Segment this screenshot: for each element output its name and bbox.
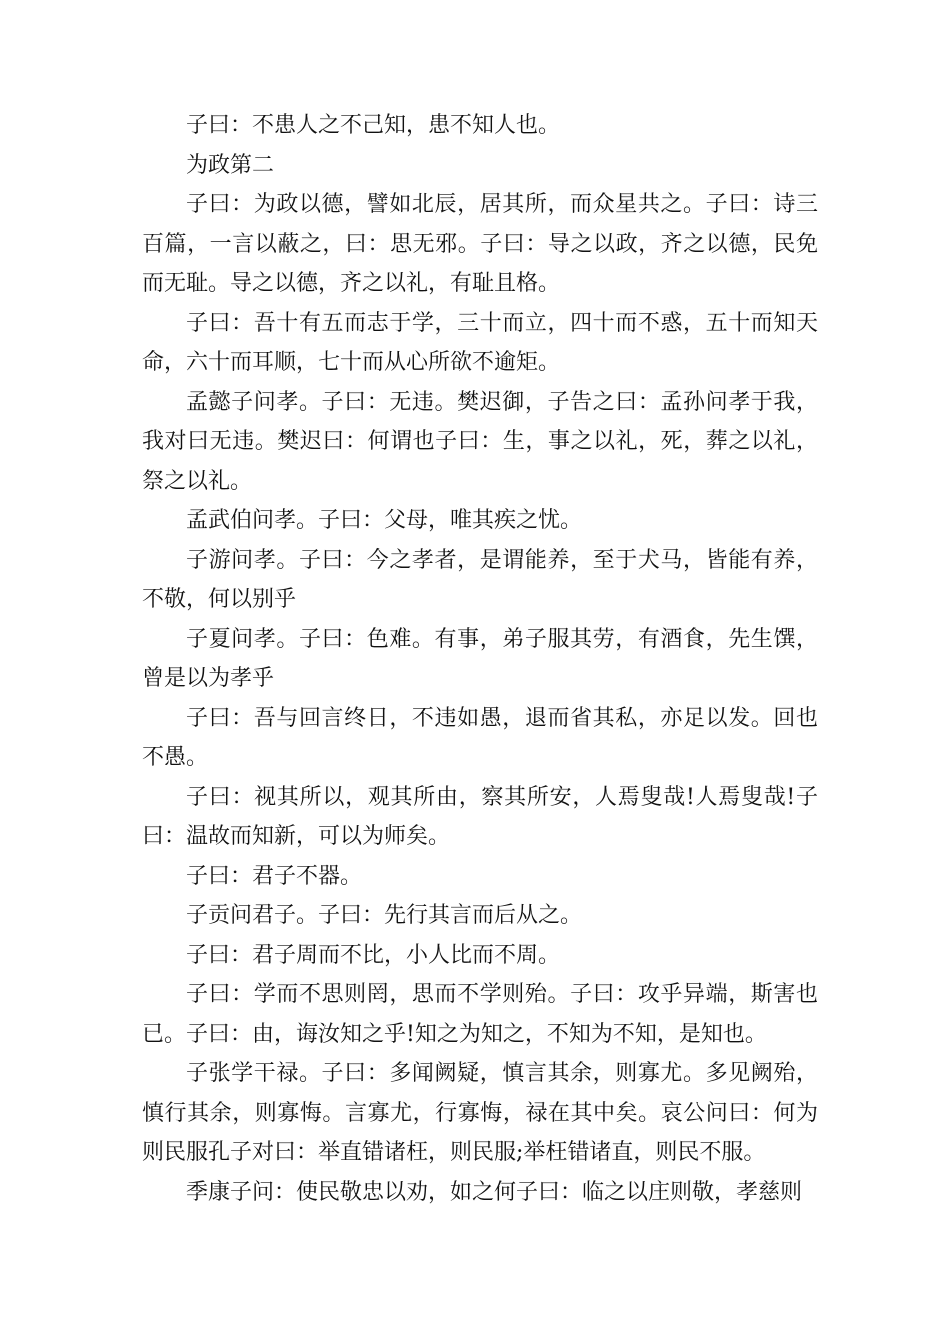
paragraph: 子曰：为政以德，譬如北辰，居其所，而众星共之。子曰：诗三百篇，一言以蔽之，曰：思无邪。子曰：导之以政，齐之以德，民免而无耻。导之以德，齐之以礼，有耻且格。 [142, 192, 818, 296]
paragraph: 子曰：吾十有五而志于学，三十而立，四十而不惑，五十而知天命，六十而耳顺，七十而从心所欲不逾矩。 [142, 310, 818, 375]
paragraph: 孟懿子问孝。子曰：无违。樊迟御，子告之曰：孟孙问孝于我，我对曰无违。樊迟曰：何谓也子曰：生，事之以礼，死，葬之以礼，祭之以礼。 [142, 389, 818, 494]
paragraph: 子曰：学而不思则罔，思而不学则殆。子曰：攻乎异端，斯害也已。子曰：由，诲汝知之乎!知之为知之，不知为不知，是知也。 [142, 982, 818, 1047]
document-page [142, 106, 818, 1212]
paragraph: 季康子问：使民敬忠以劝，如之何子曰：临之以庄则敬，孝慈则 [186, 1179, 803, 1205]
paragraph: 子曰：君子周而不比，小人比而不周。 [186, 942, 561, 968]
paragraph: 子曰：视其所以，观其所由，察其所安，人焉叟哉!人焉叟哉!子曰：温故而知新，可以为师矣。 [142, 784, 818, 849]
paragraph: 孟武伯问孝。子曰：父母，唯其疾之忧。 [186, 508, 583, 533]
paragraph: 子贡问君子。子曰：先行其言而后从之。 [186, 903, 583, 928]
paragraph: 子曰：不患人之不己知，患不知人也。 [186, 113, 561, 138]
section-heading: 为政第二 [186, 152, 275, 178]
paragraph: 子张学干禄。子曰：多闻阙疑，慎言其余，则寡尤。多见阙殆，慎行其余，则寡悔。言寡尤，行寡悔，禄在其中矣。哀公问曰：何为则民服孔子对曰：举直错诸枉，则民服;举枉错诸直，则民不服。 [142, 1061, 818, 1165]
paragraph: 子曰：吾与回言终日，不违如愚，退而省其私，亦足以发。回也不愚。 [142, 705, 818, 770]
paragraph: 子游问孝。子曰：今之孝者，是谓能养，至于犬马，皆能有养，不敬，何以别乎 [142, 547, 818, 612]
paragraph: 子夏问孝。子曰：色难。有事，弟子服其劳，有酒食，先生馔，曾是以为孝乎 [142, 626, 818, 691]
paragraph: 子曰：君子不器。 [186, 863, 363, 889]
